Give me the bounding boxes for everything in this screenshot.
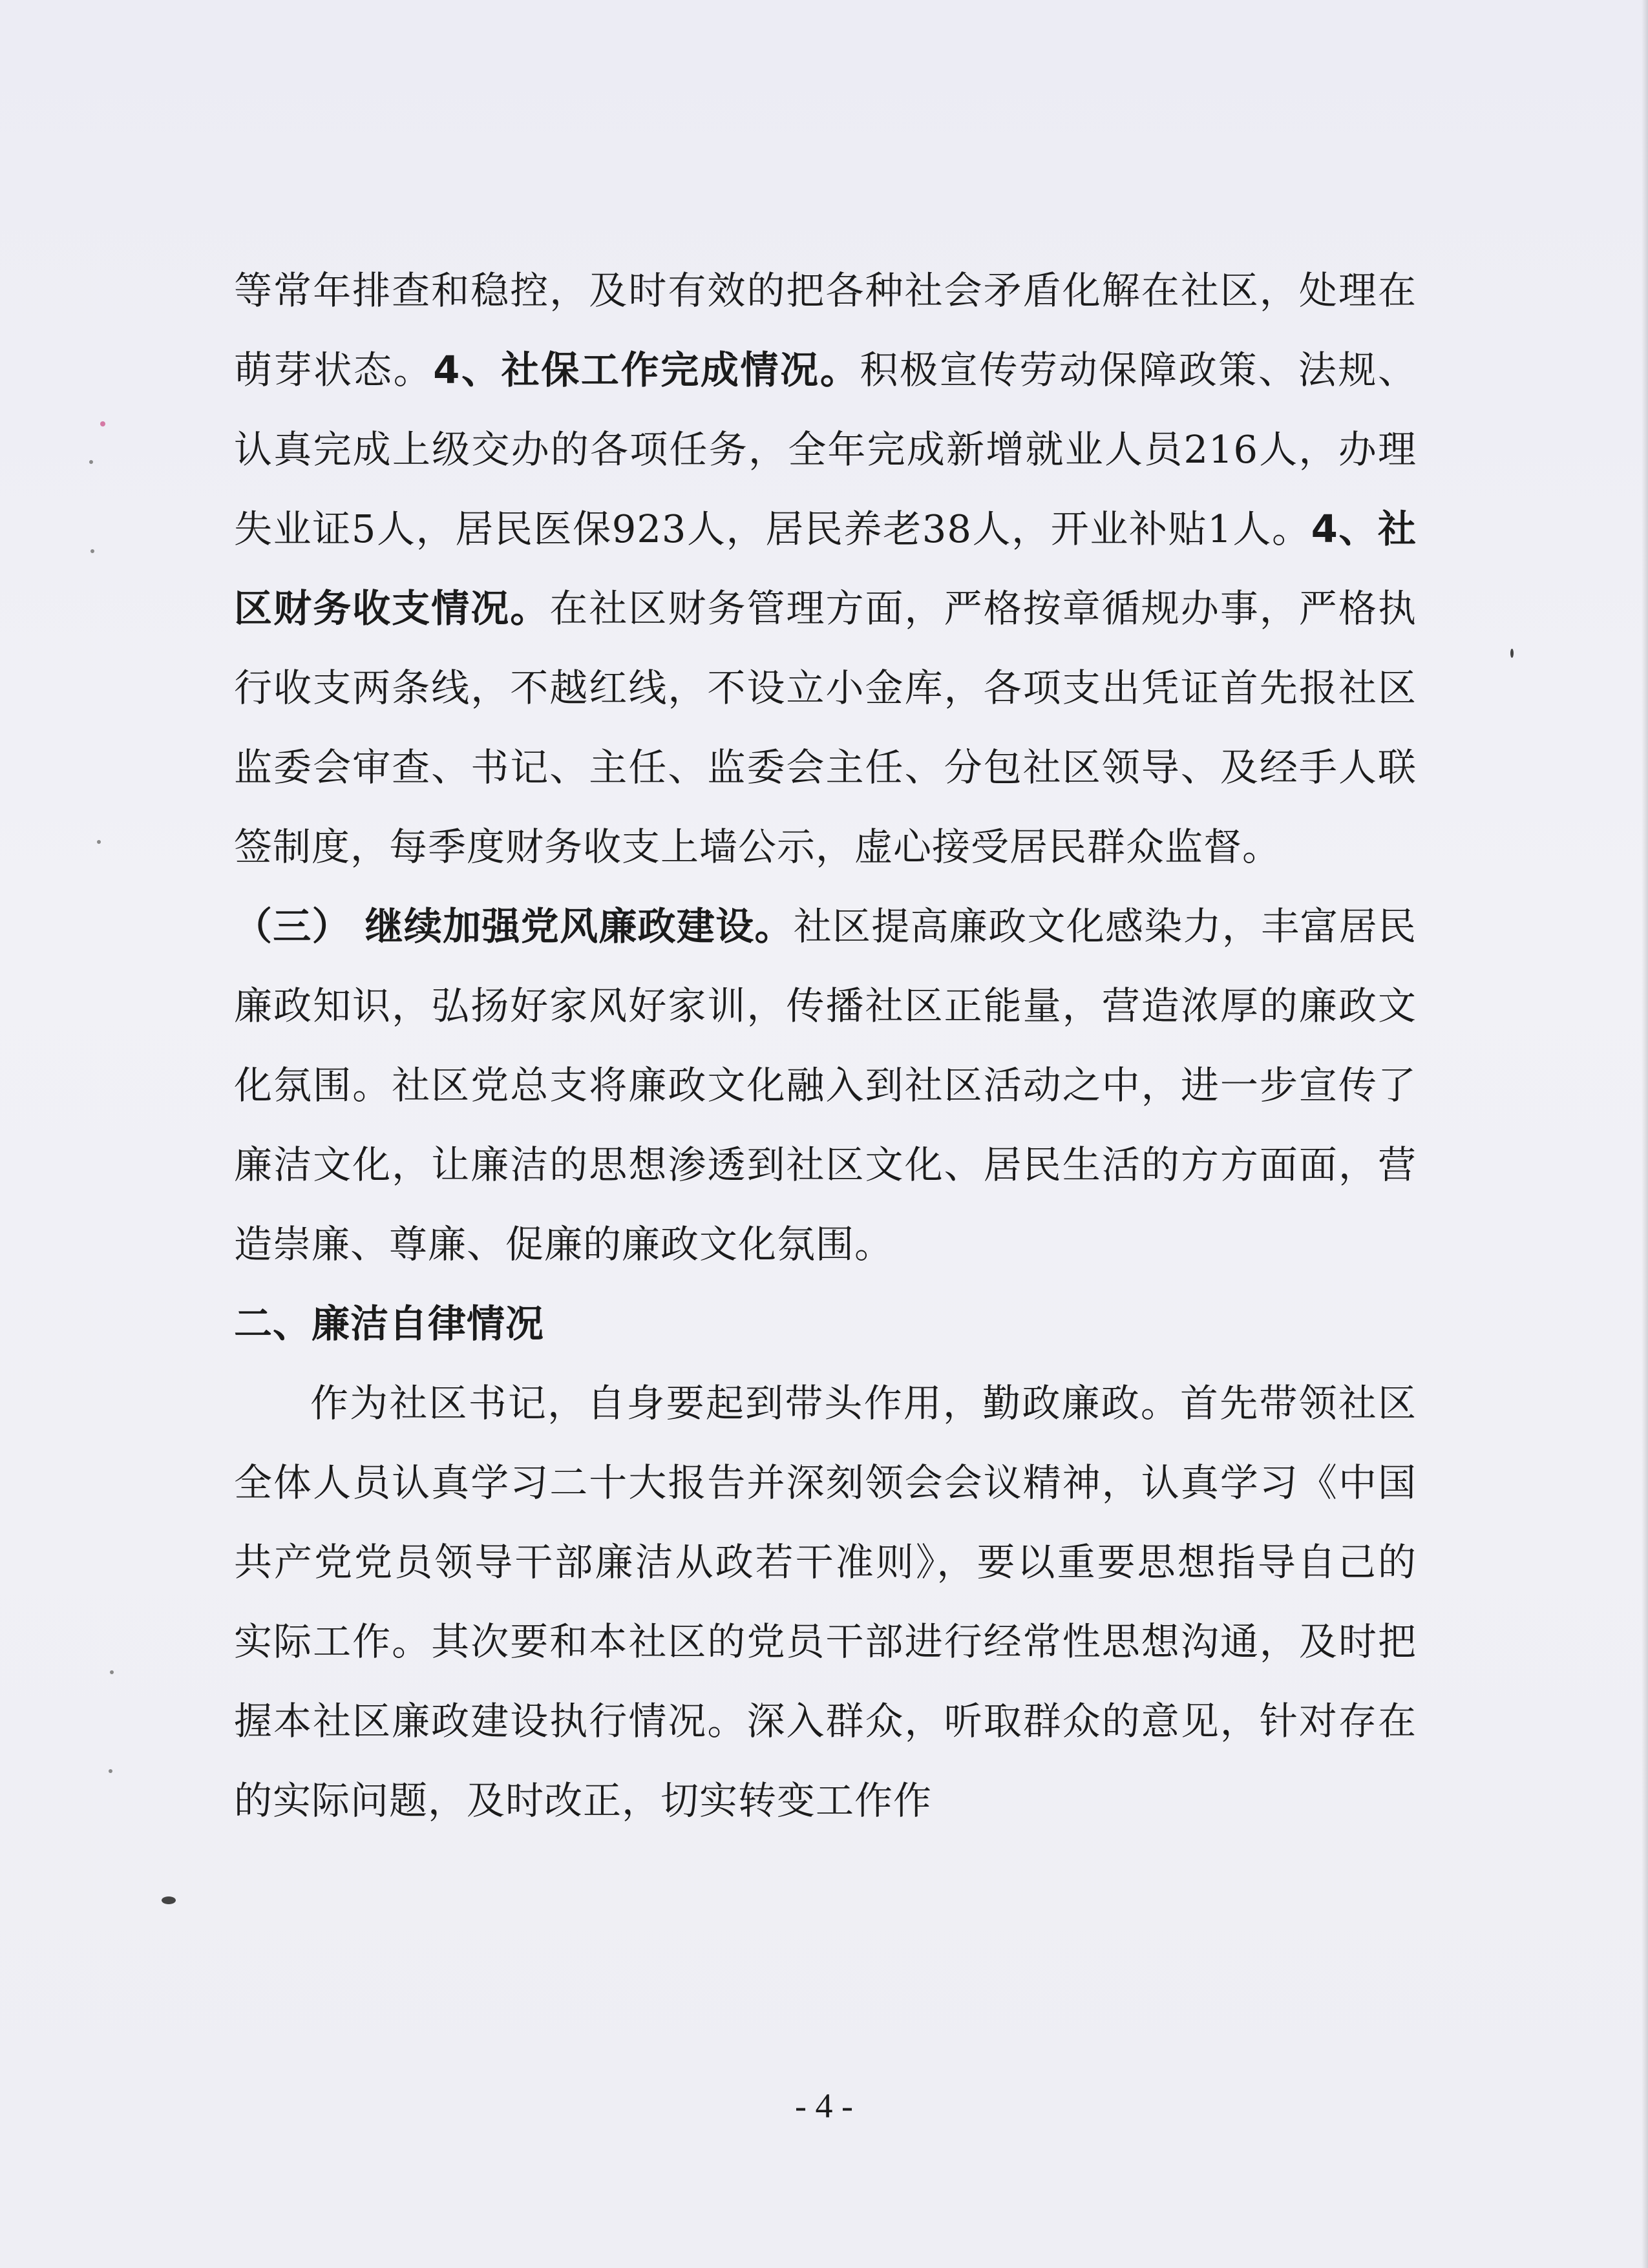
scan-speck [90,549,94,553]
inline-heading-party-style: （三） 继续加强党风廉政建设。 [234,904,794,949]
page-number: - 4 - [795,2086,853,2125]
inline-heading-social-security: 4、社保工作完成情况。 [433,348,860,392]
scan-speck [89,460,93,464]
scan-speck [109,1769,112,1773]
scan-edge-shadow [1642,0,1648,2268]
paragraph-party-integrity: （三） 继续加强党风廉政建设。社区提高廉政文化感染力，丰富居民廉政知识，弘扬好家风好家训，传播社区正能量，营造浓厚的廉政文化氛围。社区党总支将廉政文化融入到社区活动之中，进一步宣传了廉洁文化，让廉洁的思想渗透到社区文化、居民生活的方方面面，营造崇廉、尊廉、促廉的廉政文化氛围。 [234,904,1417,1266]
inline-heading-finance: 4、社区财务收支情况。 [234,507,1417,631]
document-body [234,251,1417,1840]
scan-speck [110,1670,114,1674]
paragraph-social-work: 等常年排查和稳控，及时有效的把各种社会矛盾化解在社区，处理在萌芽状态。4、社保工作完成情况。积极宣传劳动保障政策、法规、认真完成上级交办的各项任务，全年完成新增就业人员216人，办理失业证5人，居民医保923人，居民养老38人，开业补贴1人。4、社区财务收支情况。在社区财务管理方面，严格按章循规办事，严格执行收支两条线，不越红线，不设立小金库，各项支出凭证首先报社区监委会审查、书记、主任、监委会主任、分包社区领导、及经手人联签制度，每季度财务收支上墙公示，虚心接受居民群众监督。 [234,268,1417,869]
paragraph-self-discipline: 作为社区书记，自身要起到带头作用，勤政廉政。首先带领社区全体人员认真学习二十大报告并深刻领会会议精神，认真学习《中国共产党党员领导干部廉洁从政若干准则》，要以重要思想指导自己的实际工作。其次要和本社区的党员干部进行经常性思想沟通，及时把握本社区廉政建设执行情况。深入群众，听取群众的意见，针对存在的实际问题，及时改正，切实转变工作作 [234,1381,1417,1823]
scan-speck [1510,649,1514,658]
scan-speck [162,1896,176,1904]
section-heading: 二、廉洁自律情况 [234,1301,545,1346]
scan-speck [100,421,105,426]
scan-speck [97,840,101,844]
